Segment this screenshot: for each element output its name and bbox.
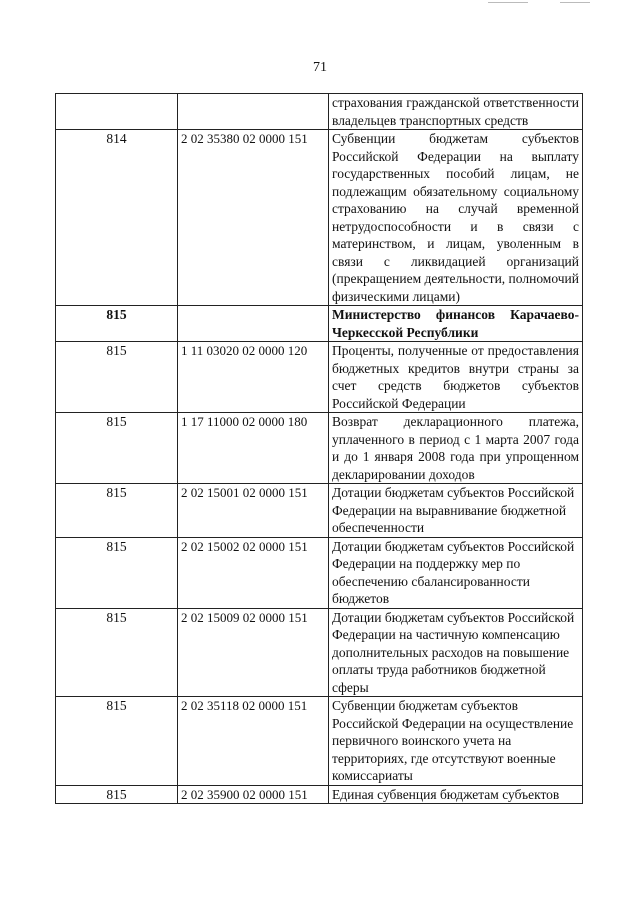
income-name-cell: Субвенции бюджетам субъектов Российской Федерации на осуществление первичного воинского учета на территориях, где отсутствуют военные комиссариаты — [329, 697, 583, 786]
admin-code-cell: 815 — [56, 413, 178, 484]
table-row — [56, 306, 583, 342]
income-code-cell: 2 02 15009 02 0000 151 — [178, 608, 329, 697]
table-row — [56, 342, 583, 413]
admin-code-cell: 815 — [56, 697, 178, 786]
table-row — [56, 94, 583, 130]
income-name-cell: Дотации бюджетам субъектов Российской Федерации на поддержку мер по обеспечению сбалансированности бюджетов — [329, 537, 583, 608]
table-row — [56, 413, 583, 484]
admin-code-cell: 814 — [56, 130, 178, 306]
income-name-cell: Единая субвенция бюджетам субъектов — [329, 785, 583, 804]
income-code-cell — [178, 94, 329, 130]
income-name-cell: Субвенции бюджетам субъектов Российской Федерации на выплату государственных пособий лицам, не подлежащим обязательному социальному страхованию на случай временной нетрудоспособности и в связи с материнством, и лицам, уволенным в связи с ликвидацией организаций (прекращением деятельности, полномочий физическими лицами) — [329, 130, 583, 306]
income-name-cell: Дотации бюджетам субъектов Российской Федерации на выравнивание бюджетной обеспеченности — [329, 484, 583, 538]
table-row — [56, 537, 583, 608]
table-row — [56, 697, 583, 786]
income-code-cell: 2 02 35900 02 0000 151 — [178, 785, 329, 804]
income-name-cell: Министерство финансов Карачаево-Черкесской Республики — [329, 306, 583, 342]
table-body — [56, 94, 583, 804]
income-code-cell: 2 02 15002 02 0000 151 — [178, 537, 329, 608]
income-code-cell: 2 02 15001 02 0000 151 — [178, 484, 329, 538]
table-row — [56, 130, 583, 306]
admin-code-cell: 815 — [56, 785, 178, 804]
admin-code-cell — [56, 94, 178, 130]
admin-code-cell: 815 — [56, 306, 178, 342]
admin-code-cell: 815 — [56, 342, 178, 413]
table-row — [56, 484, 583, 538]
admin-code-cell: 815 — [56, 608, 178, 697]
admin-code-cell: 815 — [56, 484, 178, 538]
income-name-cell: Дотации бюджетам субъектов Российской Федерации на частичную компенсацию дополнительных расходов на повышение оплаты труда работников бюджетной сферы — [329, 608, 583, 697]
income-code-cell: 2 02 35118 02 0000 151 — [178, 697, 329, 786]
page-number: 71 — [313, 60, 327, 75]
table-row — [56, 785, 583, 804]
income-name-cell: страхования гражданской ответственности владельцев транспортных средств — [329, 94, 583, 130]
admin-code-cell: 815 — [56, 537, 178, 608]
budget-classification-table — [55, 93, 583, 804]
scan-mark — [488, 2, 528, 3]
income-code-cell: 1 11 03020 02 0000 120 — [178, 342, 329, 413]
income-code-cell — [178, 306, 329, 342]
income-name-cell: Возврат декларационного платежа, уплаченного в период с 1 марта 2007 года и до 1 января 2008 года при упрощенном декларировании доходов — [329, 413, 583, 484]
table-row — [56, 608, 583, 697]
income-code-cell: 2 02 35380 02 0000 151 — [178, 130, 329, 306]
income-code-cell: 1 17 11000 02 0000 180 — [178, 413, 329, 484]
scan-mark — [560, 2, 590, 3]
income-name-cell: Проценты, полученные от предоставления бюджетных кредитов внутри страны за счет средств бюджетов субъектов Российской Федерации — [329, 342, 583, 413]
